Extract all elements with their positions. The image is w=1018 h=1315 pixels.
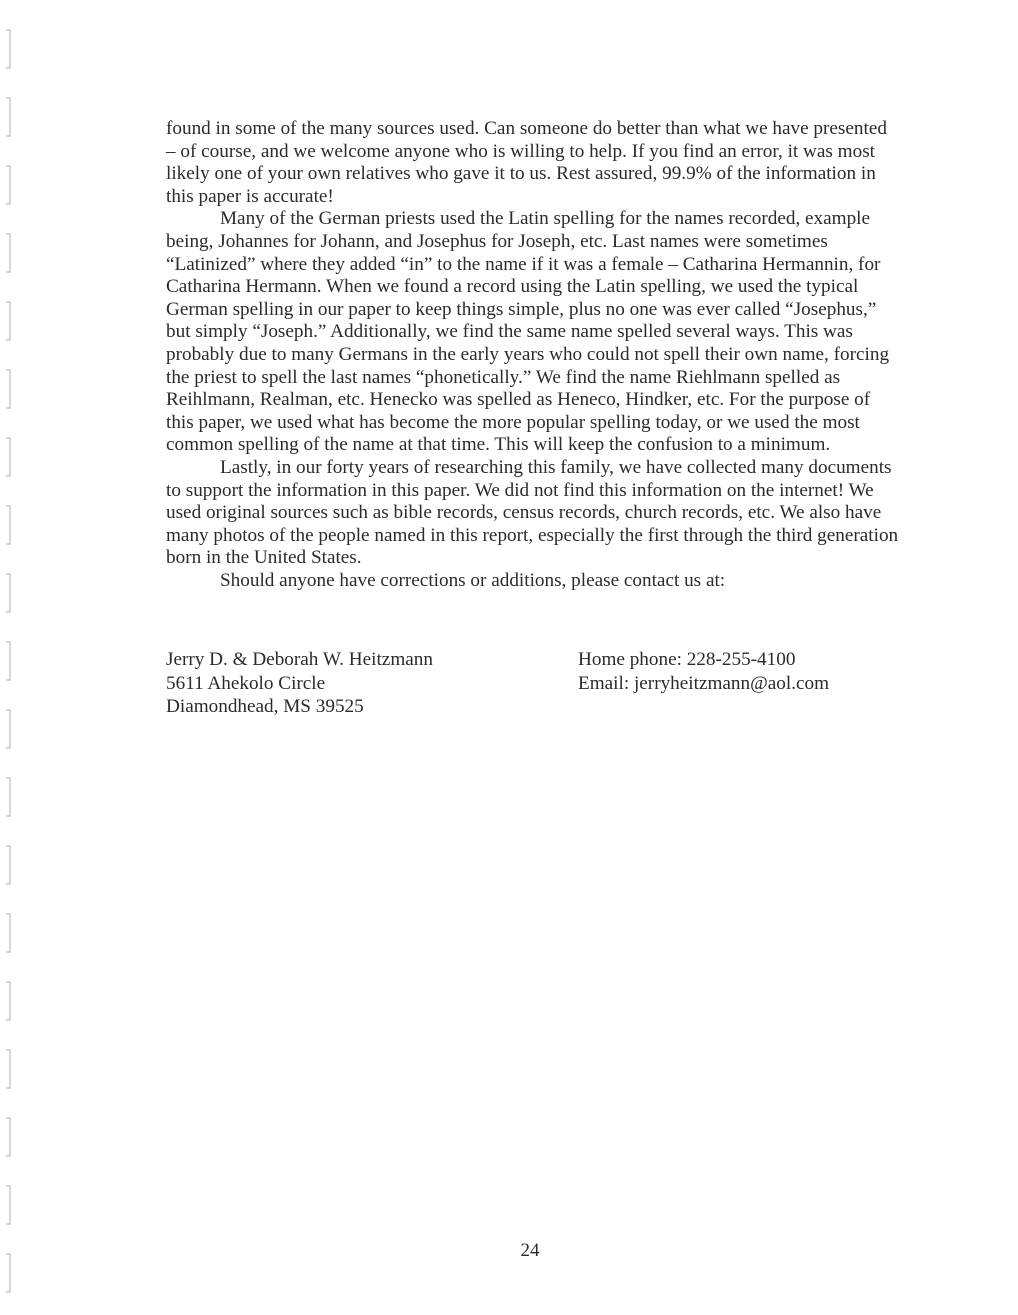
contact-email: Email: jerryheitzmann@aol.com: [578, 672, 830, 694]
contact-phone: Home phone: 228-255-4100: [578, 649, 796, 670]
page-number: 24: [520, 1240, 540, 1261]
contact-city: Diamondhead, MS 39525: [166, 696, 364, 717]
contact-street: 5611 Ahekolo Circle: [166, 672, 326, 694]
paragraph-latin-spelling: Many of the German priests used the Latin spelling for the names recorded, example being, Johannes for Johann, and Josephus for Joseph, etc. Last names were sometimes “Latinized” where they added “in” to the name if it was a female – Catharina Hermannin, for Catharina Hermann. When we found a record using the Latin spelling, we used the typical German spelling in our paper to keep things simple, plus no one was ever called “Josephus,” but simply “Joseph.” Additionally, we find the same name spelled several ways. This was probably due to many Germans in the early years who could not spell their own name, forcing the priest to spell the last names “phonetically.” We find the name Riehlmann spelled as Reihlmann, Realman, etc. Henecko was spelled as Heneco, Hindker, etc. For the purpose of this paper, we used what has become the more popular spelling today, or we used the most common spelling of the name at that time. This will keep the confusion to a minimum.: [166, 208, 890, 456]
contact-name: Jerry D. & Deborah W. Heitzmann: [166, 649, 433, 670]
contact-address: [166, 648, 546, 719]
binder-hole-marks: [0, 0, 22, 1315]
page-body: [166, 118, 901, 592]
contact-details: [578, 648, 898, 695]
paragraph-sources: found in some of the many sources used. Can someone do better than what we have presented – of course, and we welcome anyone who is willing to help. If you find an error, it was most likely one of your own relatives who gave it to us. Rest assured, 99.9% of the information in this paper is accurate!: [166, 118, 887, 207]
paragraph-research: Lastly, in our forty years of researching this family, we have collected many documents to support the information in this paper. We did not find this information on the internet! We used original sources such as bible records, census records, church records, etc. We also have many photos of the people named in this report, especially the first through the third generation born in the United States.: [166, 456, 899, 569]
paragraph-contact-request: Should anyone have corrections or additions, please contact us at:: [220, 569, 726, 591]
